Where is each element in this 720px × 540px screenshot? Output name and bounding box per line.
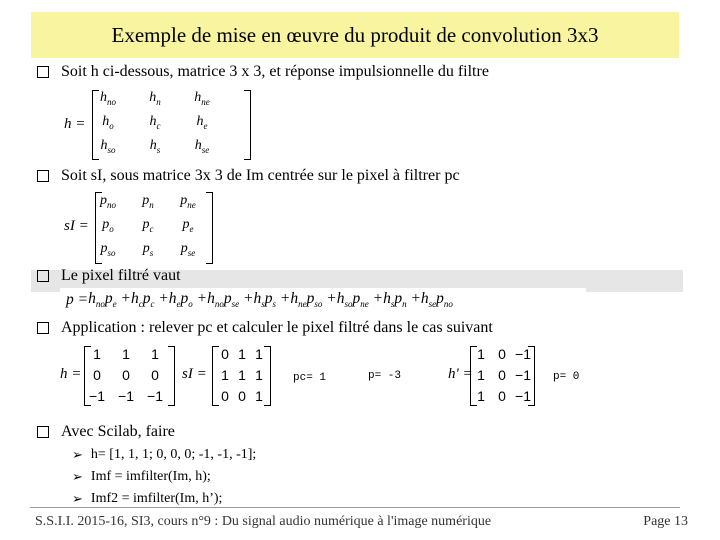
matrix-cell: 1 [477,346,485,362]
scilab-code: Imf2 = imfilter(Im, h’); [90,491,223,506]
checkbox-bullet-icon [37,426,49,438]
matrix-cell: 1 [477,367,485,383]
matrix-cell: $p_{ne}$ [180,193,196,210]
bullet-h-definition [37,63,489,81]
footer-page-number: Page 13 [643,514,688,529]
bullet-text: Le pixel filtré vaut [61,267,181,284]
matrix-cell: 1 [255,346,263,362]
scilab-code: Imf = imfilter(Im, h); [90,469,211,484]
footer-course: S.S.I.I. 2015-16, SI3, cours n°9 : Du signal audio numérique à l'image numérique [35,514,492,529]
scilab-line-3 [72,491,222,507]
checkbox-bullet-icon [37,170,49,182]
formula-term: $h_{no}p_e$ + [88,290,131,310]
formula-term: $h_{no}p_{se}$ + [207,290,254,310]
scilab-line-1 [72,447,256,463]
matrix-cell: −1 [515,367,531,383]
bullet-filtered-pixel [37,267,181,285]
matrix-cell: −1 [147,388,163,404]
p2-value: p= 0 [553,371,580,383]
bullet-scilab [37,423,175,441]
p1-value: p= -3 [368,370,402,382]
app-h2-label: h' = [448,366,473,382]
formula-term: $h_sp_s$ + [253,290,291,310]
matrix-cell: $p_c$ [142,217,154,234]
matrix-cell: 1 [238,367,246,383]
matrix-cell: $h_s$ [149,138,161,155]
matrix-cell: −1 [515,388,531,404]
app-si-label: sI = [182,366,207,382]
matrix-cell: −1 [89,388,105,404]
matrix-cell: 1 [238,346,246,362]
bullet-text: Application : relever pc et calculer le pixel filtré dans le cas suivant [61,319,493,336]
formula-term: $h_{ne}p_{so}$ + [290,290,337,310]
matrix-cell: 1 [221,367,229,383]
formula-term: $h_cp_c$ + [130,290,169,310]
h-matrix [64,88,210,160]
matrix-cell: 0 [93,367,101,383]
matrix-cell: 1 [151,346,159,362]
scilab-code: h= [1, 1, 1; 0, 0, 0; -1, -1, -1]; [90,447,257,462]
formula-term: $h_ep_o$ + [168,290,208,310]
matrix-cell: $h_{se}$ [194,138,210,155]
matrix-cell: $p_{no}$ [100,193,116,210]
h-matrix-label: h = [64,116,86,132]
matrix-cell: $p_e$ [182,217,194,234]
app-h-matrix [60,344,180,406]
bullet-text: Soit sI, sous matrice 3x 3 de Im centrée sur le pixel à filtrer pc [61,167,460,184]
matrix-cell: −1 [515,346,531,362]
matrix-cell: 0 [498,388,506,404]
matrix-cell: 0 [151,367,159,383]
arrow-bullet-icon: ➢ [72,491,83,506]
matrix-cell: $p_{so}$ [100,241,116,258]
matrix-cell: $p_o$ [102,217,114,234]
right-bracket [168,346,175,406]
matrix-cell: −1 [118,388,134,404]
matrix-cell: $h_o$ [102,114,114,131]
app-h2-matrix [448,344,548,406]
checkbox-bullet-icon [37,322,49,334]
footer-divider [30,507,680,508]
matrix-cell: $p_{se}$ [180,241,196,258]
matrix-cell: $h_n$ [149,90,161,107]
matrix-cell: 0 [221,346,229,362]
matrix-cell: 1 [93,346,101,362]
slide-title: Exemple de mise en œuvre du produit de convolution 3x3 [31,12,679,58]
matrix-cell: 0 [498,367,506,383]
bullet-si-definition [37,167,460,185]
matrix-cell: $p_n$ [142,193,154,210]
matrix-cell: $p_s$ [142,241,154,258]
convolution-formula: p = $h_{no}p_e$ + $h_cp_c$ + $h_ep_o$ + $h_{no}p_{se}$ + $h_sp_s$ + $h_{ne}p_{so}$ + $h_{so}p_{ne}$ + $h_sp_n$ + $h_{se}p_{no}$ [60,288,586,312]
matrix-cell: 0 [238,388,246,404]
checkbox-bullet-icon [37,270,49,282]
matrix-cell: 1 [477,388,485,404]
arrow-bullet-icon: ➢ [72,447,83,462]
matrix-cell: 0 [221,388,229,404]
pc-value: pc= 1 [293,372,327,384]
bullet-text: Avec Scilab, faire [61,423,175,440]
matrix-cell: $h_{no}$ [100,90,116,107]
matrix-cell: $h_c$ [149,114,161,131]
matrix-cell: 0 [498,346,506,362]
si-matrix-label: sI = [64,218,89,234]
matrix-cell: 1 [255,388,263,404]
formula-term: $h_{so}p_{ne}$ + [336,290,384,310]
app-si-matrix [182,344,282,406]
matrix-cell: 1 [255,367,263,383]
checkbox-bullet-icon [37,66,49,78]
right-bracket [244,90,251,160]
app-h-label: h = [60,366,82,382]
matrix-cell: 1 [122,346,130,362]
arrow-bullet-icon: ➢ [72,469,83,484]
formula-term: $h_sp_n$ + [383,290,421,310]
bullet-text: Soit h ci-dessous, matrice 3 x 3, et réponse impulsionnelle du filtre [61,63,489,80]
bullet-application [37,319,493,337]
scilab-line-2 [72,469,211,485]
matrix-cell: 0 [122,367,130,383]
matrix-cell: $h_{ne}$ [194,90,210,107]
matrix-cell: $h_{so}$ [100,138,116,155]
formula-term: $h_{se}p_{no}$ [420,290,453,310]
matrix-cell: $h_e$ [196,114,208,131]
si-matrix [64,192,214,264]
